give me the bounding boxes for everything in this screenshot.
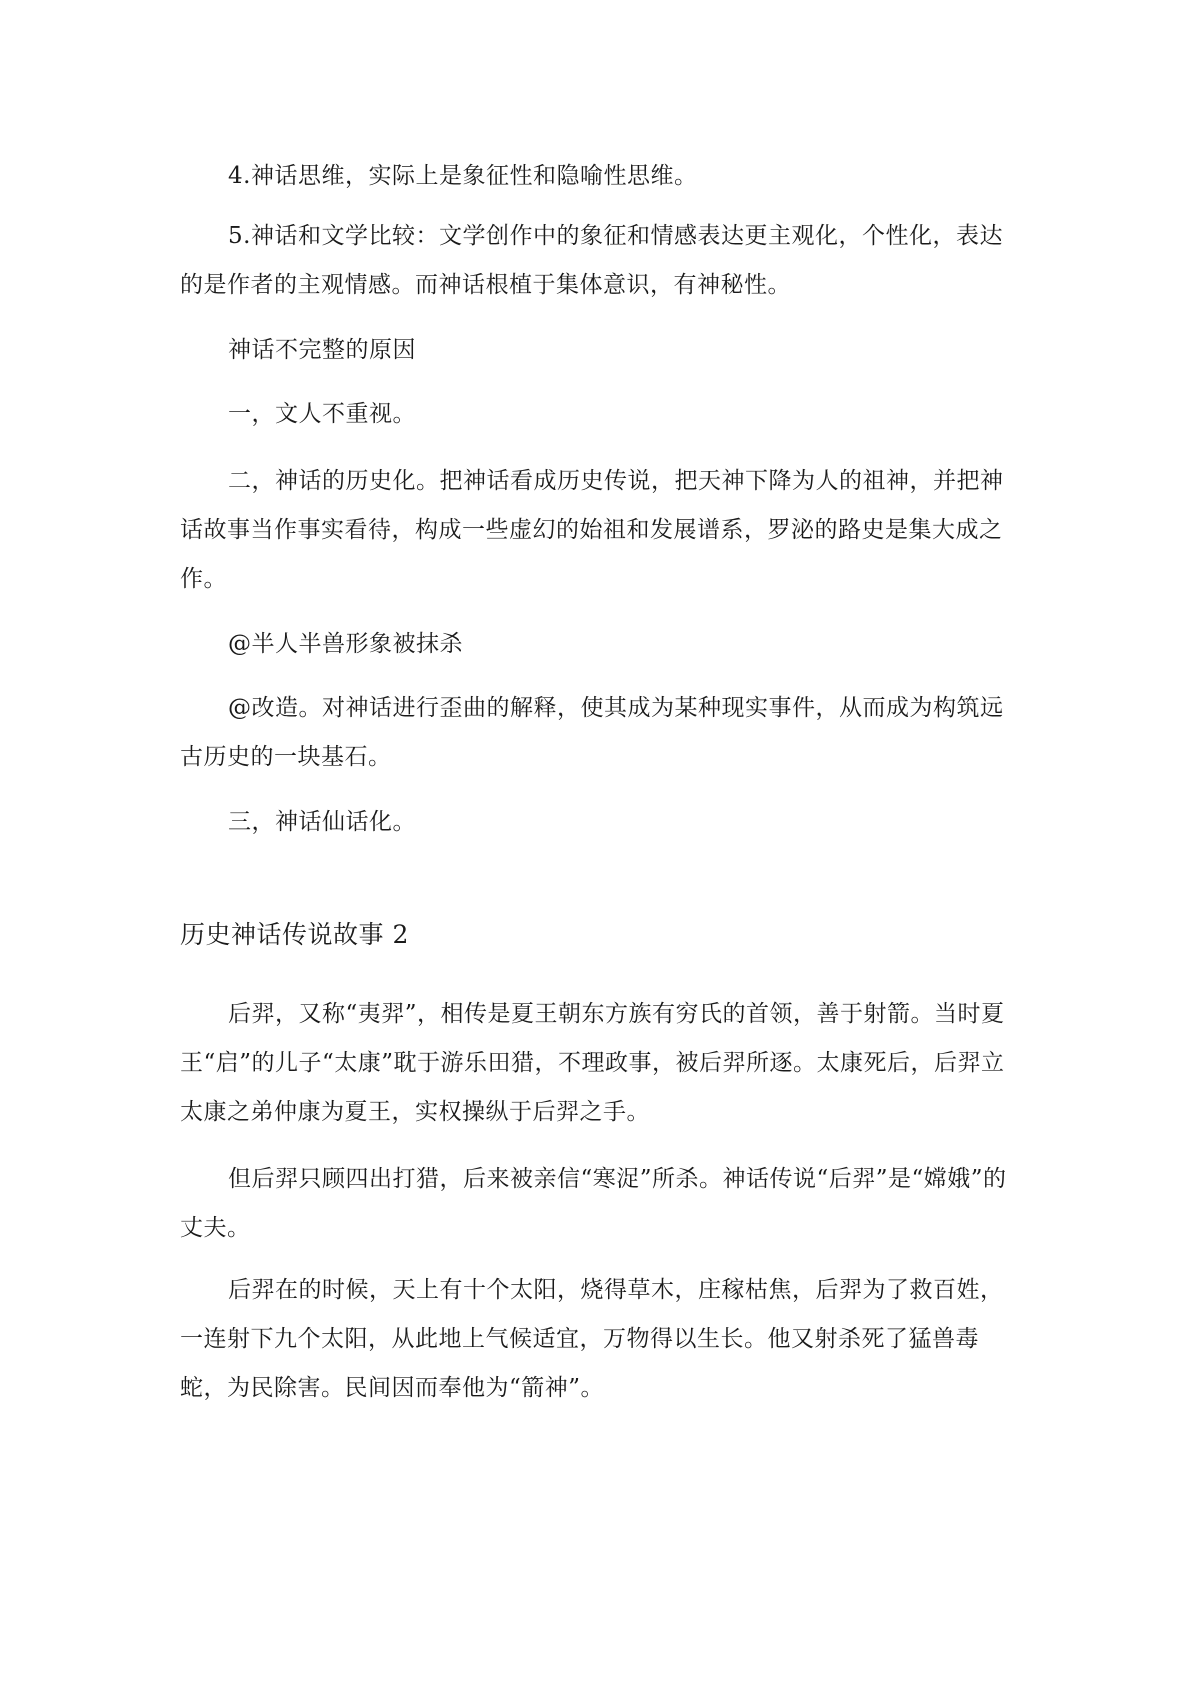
paragraph-reason-two: 二，神话的历史化。把神话看成历史传说，把天神下降为人的祖神，并把神话故事当作事实看待，构成一些虚幻的始祖和发展谱系，罗泌的路史是集大成之作。 [180, 468, 1004, 592]
paragraph-reason-one: 一，文人不重视。 [228, 401, 416, 427]
paragraph-myth-literature-comparison: 5.神话和文学比较：文学创作中的象征和情感表达更主观化，个性化，表达的是作者的主观情感。而神话根植于集体意识，有神秘性。 [180, 223, 1003, 298]
paragraph-reason-three: 三，神话仙话化。 [228, 809, 416, 835]
paragraph-half-human: @半人半兽形象被抹杀 [228, 631, 463, 657]
paragraph-houyi-suns: 后羿在的时候，天上有十个太阳，烧得草木，庄稼枯焦，后羿为了救百姓，一连射下九个太阳，从此地上气候适宜，万物得以生长。他又射杀死了猛兽毒蛇，为民除害。民间因而奉他为“箭神”。 [180, 1277, 1004, 1401]
paragraph-incomplete-reasons-heading: 神话不完整的原因 [228, 337, 416, 363]
paragraph-houyi-intro: 后羿，又称“夷羿”，相传是夏王朝东方族有穷氏的首领，善于射箭。当时夏王“启”的儿子“太康”耽于游乐田猎，不理政事，被后羿所逐。太康死后，后羿立太康之弟仲康为夏王，实权操纵于后羿之手。 [180, 1001, 1005, 1125]
paragraph-transformation: @改造。对神话进行歪曲的解释，使其成为某种现实事件，从而成为构筑远古历史的一块基石。 [180, 695, 1004, 770]
paragraph-houyi-death: 但后羿只顾四出打猎，后来被亲信“寒浞”所杀。神话传说“后羿”是“嫦娥”的丈夫。 [180, 1166, 1007, 1241]
section-title: 历史神话传说故事 2 [180, 920, 409, 949]
paragraph-myth-thinking: 4.神话思维，实际上是象征性和隐喻性思维。 [228, 163, 698, 189]
